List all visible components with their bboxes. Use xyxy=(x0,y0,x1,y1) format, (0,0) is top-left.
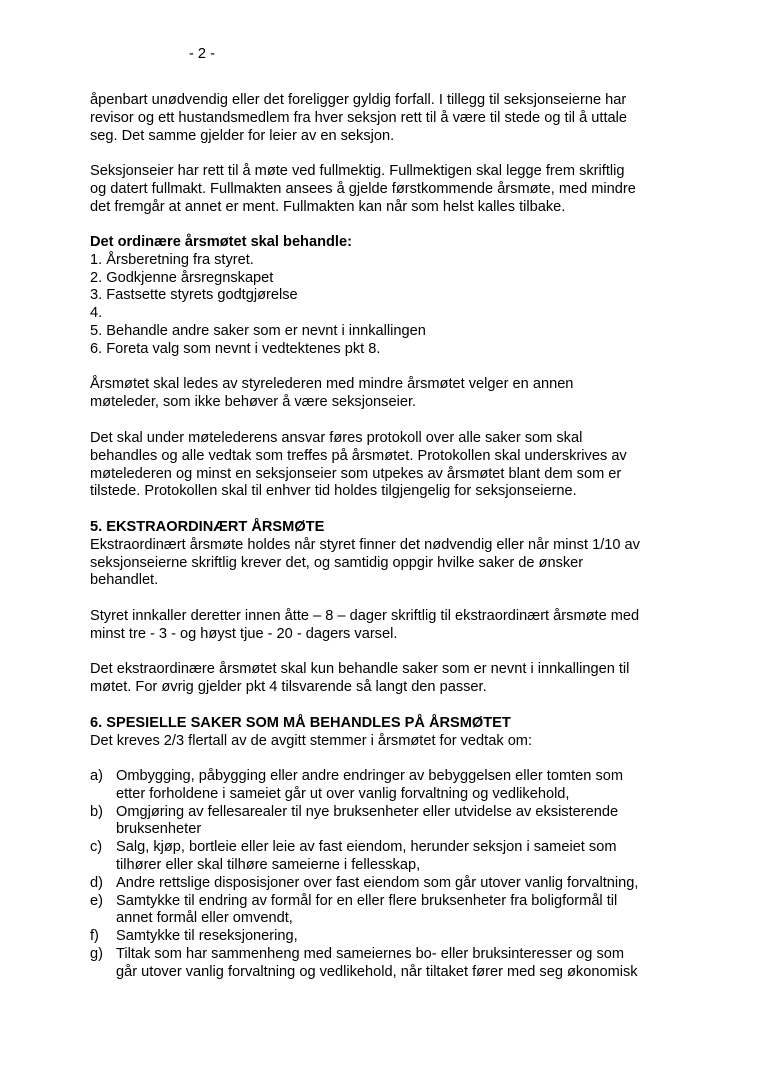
section-heading: 5. EKSTRAORDINÆRT ÅRSMØTE xyxy=(90,519,325,535)
text-line: Ombygging, påbygging eller andre endringer av bebyggelsen eller tomten som xyxy=(116,768,624,784)
list-marker: b) xyxy=(90,803,103,820)
text-line: minst tre - 3 - og høyst tjue - 20 - dagers varsel. xyxy=(90,625,398,642)
list-item xyxy=(90,893,690,929)
text-line: revisor og ett hustandsmedlem fra hver seksjon rett til å være til stede og til å uttale xyxy=(90,109,627,126)
paragraph-minutes xyxy=(90,430,690,501)
section-heading: 6. SPESIELLE SAKER SOM MÅ BEHANDLES PÅ ÅRSMØTET xyxy=(90,715,511,731)
list-item xyxy=(90,839,690,875)
list-marker: f) xyxy=(90,928,99,945)
paragraph-chair xyxy=(90,376,690,412)
text-line: og datert fullmakt. Fullmakten ansees å gjelde førstkommende årsmøte, med mindre xyxy=(90,180,636,197)
text-line: seg. Det samme gjelder for leier av en seksjon. xyxy=(90,127,395,144)
agenda-heading: Det ordinære årsmøtet skal behandle: xyxy=(90,234,352,250)
list-marker: a) xyxy=(90,768,103,784)
text-line: behandles og alle vedtak som treffes på årsmøtet. Protokollen skal underskrives av xyxy=(90,447,627,464)
text-line: Tiltak som har sammenheng med sameiernes bo- eller bruksinteresser og som xyxy=(116,945,625,962)
text-line: Styret innkaller deretter innen åtte – 8 – dager skriftlig til ekstraordinært årsmøte med xyxy=(90,608,640,624)
agenda-item: 5. Behandle andre saker som er nevnt i innkallingen xyxy=(90,322,426,339)
text-line: Samtykke til reseksjonering, xyxy=(116,928,298,945)
list-marker: c) xyxy=(90,839,103,856)
section-6 xyxy=(90,715,690,751)
paragraph-extraordinary-scope xyxy=(90,661,690,697)
special-matters-list xyxy=(90,768,690,982)
text-line: tilstede. Protokollen skal til enhver tid holdes tilgjengelig for seksjonseierne. xyxy=(90,483,577,500)
ordinary-meeting-agenda xyxy=(90,234,690,359)
list-marker: g) xyxy=(90,945,103,962)
text-line: møteleder, som ikke behøver å være seksjonseier. xyxy=(90,393,417,410)
list-marker: d) xyxy=(90,874,103,891)
section-5 xyxy=(90,519,690,590)
text-line: bruksenheter xyxy=(116,821,202,838)
text-line: tilhører eller skal tilhøre sameierne i fellesskap, xyxy=(116,856,421,873)
text-line: Det kreves 2/3 flertall av de avgitt stemmer i årsmøtet for vedtak om: xyxy=(90,732,533,749)
text-line: Salg, kjøp, bortleie eller leie av fast eiendom, herunder seksjon i sameiet som xyxy=(116,839,617,856)
text-line: Seksjonseier har rett til å møte ved fullmektig. Fullmektigen skal legge frem skriftlig xyxy=(90,163,625,179)
text-line: Det skal under møtelederens ansvar føres protokoll over alle saker som skal xyxy=(90,430,583,446)
list-item xyxy=(90,804,690,840)
text-line: går utover vanlig forvaltning og vedlikehold, når tiltaket fører med seg økonomisk xyxy=(116,963,638,980)
text-line: behandlet. xyxy=(90,572,159,589)
text-line: annet formål eller omvendt, xyxy=(116,910,293,927)
agenda-item: 6. Foreta valg som nevnt i vedtektenes pkt 8. xyxy=(90,340,381,357)
text-line: åpenbart unødvendig eller det foreligger gyldig forfall. I tillegg til seksjonseierne har xyxy=(90,92,627,108)
list-item xyxy=(90,768,690,804)
text-line: seksjonseierne skriftlig krever det, og samtidig oppgir hvilke saker de ønsker xyxy=(90,554,584,571)
list-marker: e) xyxy=(90,892,103,909)
text-line: etter forholdene i sameiet går ut over vanlig forvaltning og vedlikehold, xyxy=(116,785,570,802)
list-item xyxy=(90,928,690,946)
paragraph-notice xyxy=(90,608,690,644)
list-item xyxy=(90,875,690,893)
text-line: Det ekstraordinære årsmøtet skal kun behandle saker som er nevnt i innkallingen til xyxy=(90,661,630,677)
text-line: Omgjøring av fellesarealer til nye bruksenheter eller utvidelse av eksisterende xyxy=(116,803,619,820)
text-line: Årsmøtet skal ledes av styrelederen med mindre årsmøtet velger en annen xyxy=(90,376,574,392)
page-number: - 2 - xyxy=(189,46,215,62)
text-line: møtet. For øvrig gjelder pkt 4 tilsvarende så langt den passer. xyxy=(90,678,487,695)
text-line: det fremgår at annet er ment. Fullmakten kan når som helst kalles tilbake. xyxy=(90,198,566,215)
agenda-item: 4. xyxy=(90,305,103,322)
text-line: møtelederen og minst en seksjonseier som utpekes av årsmøtet blant dem som er xyxy=(90,465,622,482)
text-line: Andre rettslige disposisjoner over fast eiendom som går utover vanlig forvaltning, xyxy=(116,874,639,891)
agenda-item: 3. Fastsette styrets godtgjørelse xyxy=(90,287,298,304)
text-line: Ekstraordinært årsmøte holdes når styret finner det nødvendig eller når minst 1/10 av xyxy=(90,536,640,553)
text-line: Samtykke til endring av formål for en eller flere bruksenheter fra boligformål til xyxy=(116,892,618,909)
agenda-item: 2. Godkjenne årsregnskapet xyxy=(90,269,274,286)
list-item xyxy=(90,946,690,982)
agenda-item: 1. Årsberetning fra styret. xyxy=(90,251,254,268)
paragraph-attendance-rights xyxy=(90,92,690,145)
paragraph-proxy xyxy=(90,163,690,216)
